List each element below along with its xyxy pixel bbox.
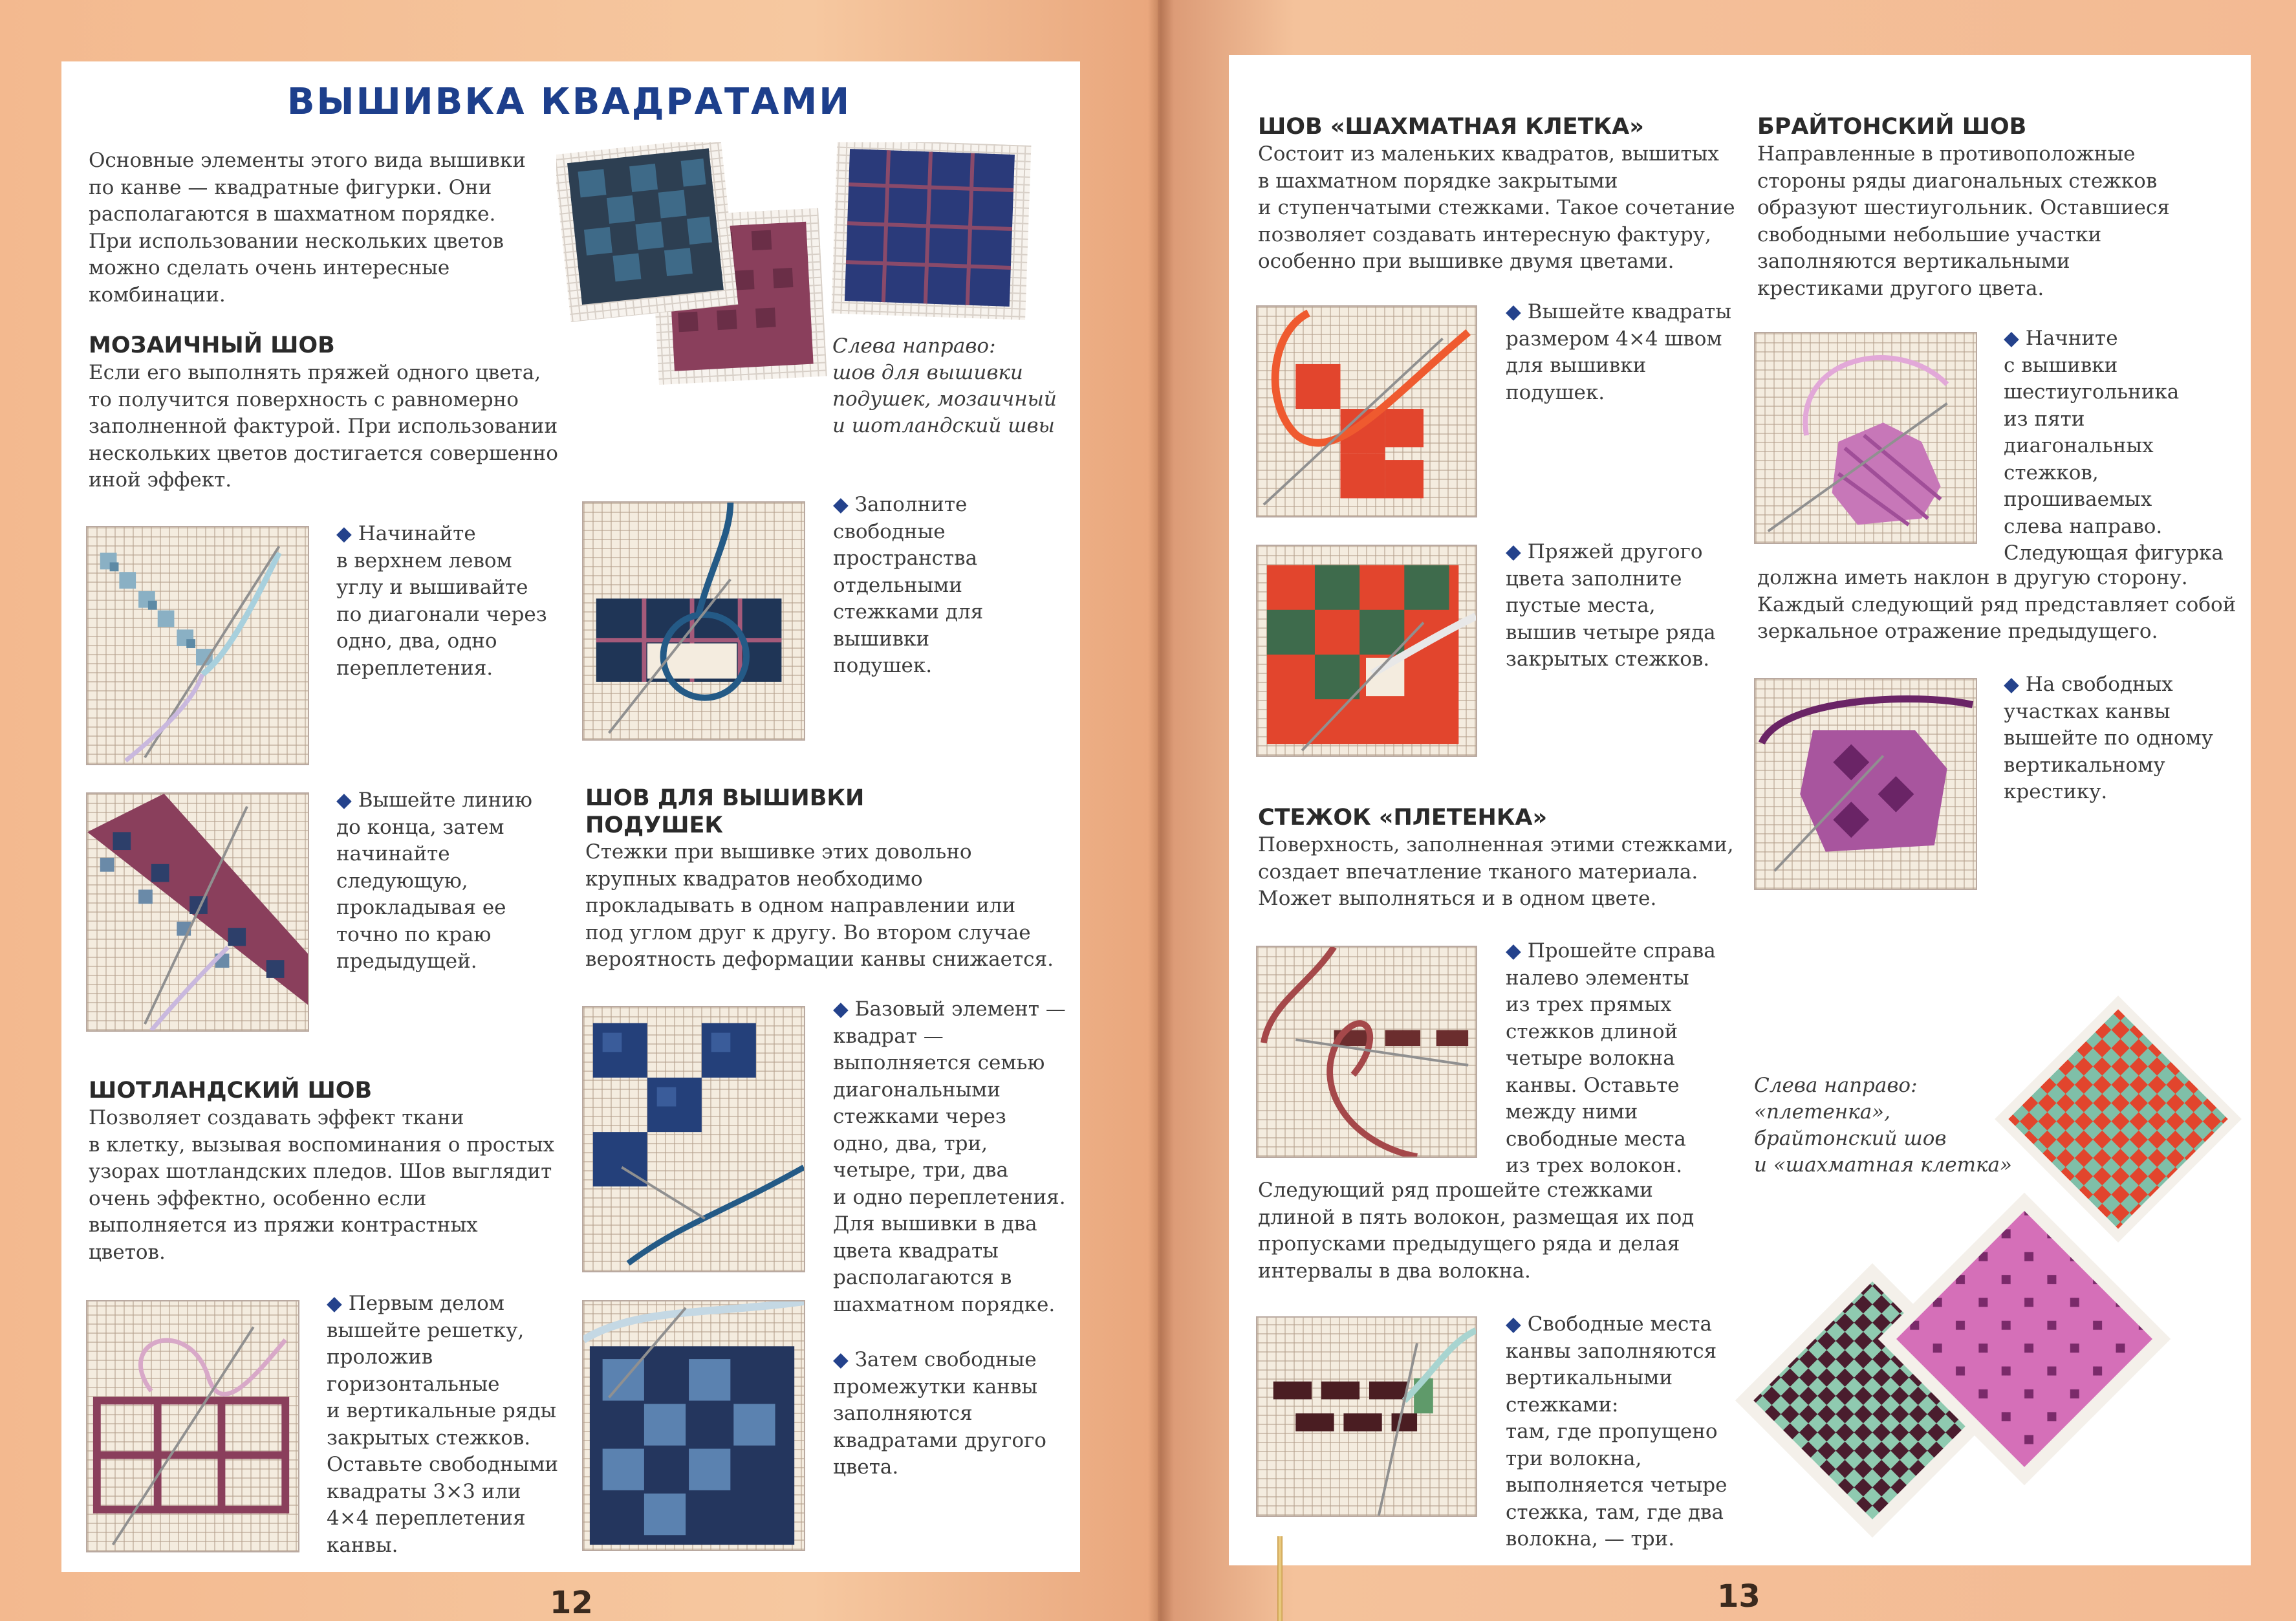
- brighton-step1-photo: [1754, 332, 1977, 544]
- checker-step2-photo: [1256, 545, 1477, 757]
- bullet-icon: ◆: [1506, 1312, 1528, 1336]
- cushion-heading: ШОВ ДЛЯ ВЫШИВКИ ПОДУШЕК: [585, 785, 865, 838]
- cushion-step2-text: ◆ Затем свободные промежутки канвы заполняются квадратами другого цвета.: [833, 1348, 1046, 1479]
- brighton-heading: БРАЙТОНСКИЙ ШОВ: [1757, 114, 2027, 140]
- bullet-icon: ◆: [1506, 540, 1528, 563]
- mosaic-heading: МОЗАИЧНЫЙ ШОВ: [89, 332, 335, 358]
- page-title: ВЫШИВКА КВАДРАТАМИ: [287, 81, 852, 123]
- finished-samples-image: [1727, 970, 2251, 1539]
- weave-step1-photo: [1256, 946, 1477, 1158]
- intro-text: Основные элементы этого вида вышивки по канве — квадратные фигурки. Они располагаются в шахматном порядке. При использовании нескольких цветов можно сделать очень интересные комбинации.: [89, 149, 526, 307]
- cushion-text: Стежки при вышивке этих довольно крупных квадратов необходимо прокладывать в одном направлении или под углом друг к другу. Во втором случае вероятность деформации канвы снижается.: [585, 840, 1054, 971]
- page-number-left: 12: [550, 1585, 593, 1621]
- bullet-icon: ◆: [833, 997, 855, 1021]
- mosaic-step1-photo: [86, 526, 309, 765]
- bullet-icon: ◆: [833, 493, 855, 516]
- weave-text: Поверхность, заполненная этими стежками, создает впечатление тканого материала. Может выполняться и в одном цвете.: [1258, 833, 1734, 910]
- caption-bottom: Слева направо: «плетенка», брайтонский шов и «шахматная клетка»: [1754, 1074, 2012, 1177]
- cushion-step2-photo: [582, 1300, 805, 1551]
- bullet-icon: ◆: [2004, 327, 2026, 350]
- checker-heading: ШОВ «ШАХМАТНАЯ КЛЕТКА»: [1258, 114, 1644, 140]
- mosaic-text: Если его выполнять пряжей одного цвета, то получится поверхность с равномерно заполненной фактурой. При использовании нескольких цветов достигается совершенно иной эффект.: [89, 361, 558, 492]
- mosaic-step2-text: ◆ Вышейте линию до конца, затем начинайте следующую, прокладывая ее точно по краю предыдущей.: [336, 789, 533, 973]
- brighton-step2-text: ◆ На свободных участках канвы вышейте по одному вертикальному крестику.: [2004, 673, 2213, 803]
- brighton-text: Направленные в противоположные стороны ряды диагональных стежков образуют шестиугольник. Оставшиеся свободными небольшие участки заполняются вертикальными крестиками другого цвета.: [1757, 142, 2170, 300]
- finished-samples-photo: [1727, 970, 2251, 1539]
- cushion-step1-photo: [582, 1006, 805, 1272]
- weave-step2-photo: [1256, 1316, 1477, 1517]
- scottish-step1-text: ◆ Первым делом вышейте решетку, проложив горизонтальные и вертикальные ряды закрытых стежков. Оставьте свободными квадраты 3×3 или 4×4 переплетения канвы.: [327, 1292, 559, 1557]
- cushion-step1-text: ◆ Базовый элемент — квадрат — выполняется семью диагональными стежками через одно, два, три, четыре, три, два и одно переплетения. Для вышивки в два цвета квадраты располагаются в шахматном порядке.: [833, 997, 1066, 1316]
- bullet-icon: ◆: [327, 1292, 349, 1315]
- bullet-icon: ◆: [2004, 673, 2026, 696]
- scottish-heading: ШОТЛАНДСКИЙ ШОВ: [89, 1078, 373, 1104]
- cushion-fill-text: ◆ Заполните свободные пространства отдельными стежками для вышивки подушек.: [833, 493, 984, 677]
- scottish-step1-photo: [86, 1300, 299, 1552]
- caption-top: Слева направо: шов для вышивки подушек, мозаичный и шотландский швы: [832, 334, 1057, 437]
- mosaic-step1-text: ◆ Начинайте в верхнем левом углу и вышивайте по диагонали через одно, два, одно переплетения.: [336, 522, 547, 680]
- weave-text2: Следующий ряд прошейте стежками длиной в пять волокон, размещая их под пропусками предыдущего ряда и делая интервалы в два волокна.: [1258, 1179, 1695, 1283]
- bullet-icon: ◆: [1506, 939, 1528, 963]
- brighton-step1-full-text: должна иметь наклон в другую сторону. Каждый следующий ряд представляет собой зеркальное отражение предыдущего.: [1757, 566, 2236, 643]
- scottish-text: Позволяет создавать эффект ткани в клетку, вызывая воспоминания о простых узорах шотландских пледов. Шов выглядит очень эффектно, особенно если выполняется из пряжи контрастных цветов.: [89, 1106, 555, 1264]
- checker-step2-text: ◆ Пряжей другого цвета заполните пустые места, вышив четыре ряда закрытых стежков.: [1506, 540, 1716, 671]
- bullet-icon: ◆: [336, 789, 358, 812]
- bullet-icon: ◆: [336, 522, 358, 545]
- weave-heading: СТЕЖОК «ПЛЕТЕНКА»: [1258, 805, 1548, 831]
- brighton-step1-side-text: ◆ Начните с вышивки шестиугольника из пяти диагональных стежков, прошиваемых слева направо. Следующая фигурка: [2004, 327, 2224, 565]
- weave-step1-text: ◆ Прошейте справа налево элементы из трех прямых стежков длиной четыре волокна канвы. Оставьте между ними свободные места из трех волокон.: [1506, 939, 1716, 1177]
- page-number-right: 13: [1717, 1578, 1760, 1615]
- bullet-icon: ◆: [1506, 300, 1528, 323]
- checker-text: Состоит из маленьких квадратов, вышитых в шахматном порядке закрытыми и ступенчатыми стежками. Такое сочетание позволяет создавать интересную фактуру, особенно при вышивке двумя цветами.: [1258, 142, 1735, 273]
- needle-decoration: [1277, 1536, 1283, 1621]
- mosaic-step2-photo: [86, 792, 309, 1032]
- cushion-fill-photo: [582, 501, 805, 741]
- weave-step2-text: ◆ Свободные места канвы заполняются вертикальными стежками: там, где пропущено три волокна, выполняется четыре стежка, там, где два волокна, — три.: [1506, 1312, 1727, 1550]
- checker-step1-photo: [1256, 305, 1477, 517]
- checker-step1-text: ◆ Вышейте квадраты размером 4×4 швом для вышивки подушек.: [1506, 300, 1731, 404]
- book-gutter: [1148, 0, 1174, 1621]
- brighton-step2-photo: [1754, 678, 1977, 890]
- bullet-icon: ◆: [833, 1348, 855, 1371]
